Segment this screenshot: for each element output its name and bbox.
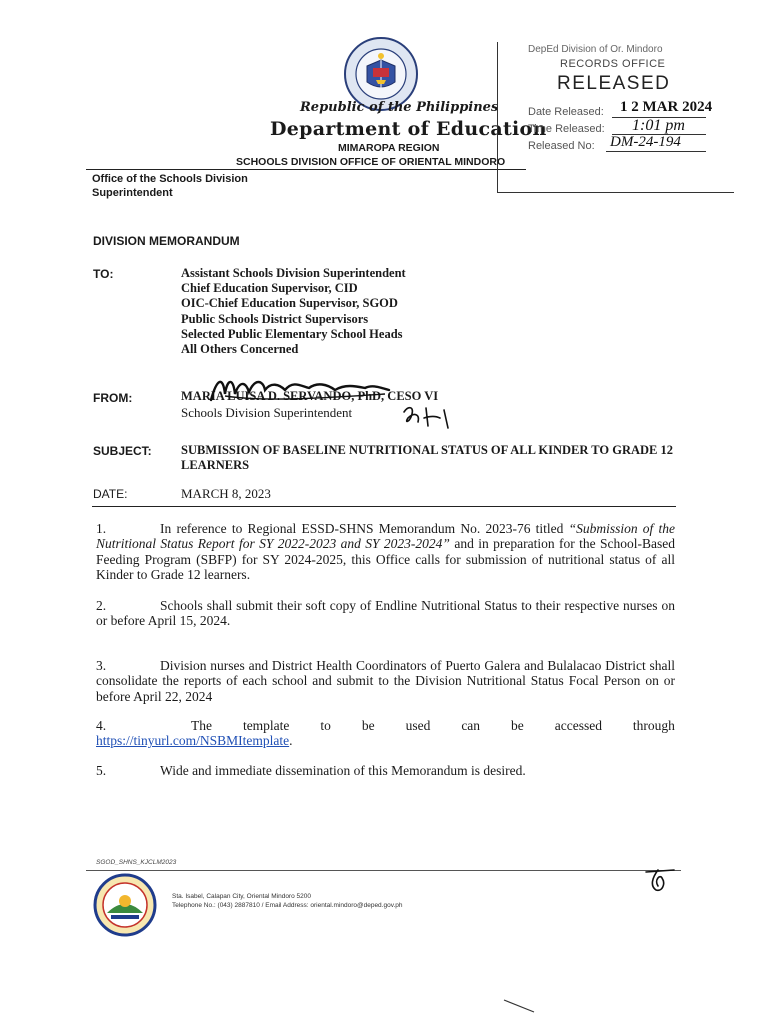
stamp-date-label: Date Released: [528,106,604,118]
paragraph-4-link-line [96,733,675,748]
paragraph-1-rest: and in preparation for the School-Based Feeding Program (SBFP) for SY 2024-2025, this Office calls for submission of nutritional status of all Kinder to Grade 12 learners. [96,536,676,583]
paragraph-3 [96,658,675,704]
paragraph-5-text: Wide and immediate dissemination of this Memorandum is desired. [160,763,526,778]
paragraph-number: 4. [96,718,107,733]
paragraph-5 [96,763,675,778]
memo-title: DIVISION MEMORANDUM [93,234,240,248]
paragraph-2 [96,598,675,629]
header-divider [86,169,526,170]
recipient: Assistant Schools Division Superintendent [181,266,406,280]
date-label: DATE: [93,487,128,501]
document-code: SGOD_SHNS_KJCLM2023 [96,859,177,866]
paragraph-4-word: be [361,718,375,733]
paragraph-number: 1. [96,521,107,536]
paragraph-number: 3. [96,658,107,673]
superintendent-signature [205,372,395,406]
recipient: Selected Public Elementary School Heads [181,326,403,341]
footer-initials [640,866,680,896]
paragraph-4-period: . [289,733,293,749]
to-recipients [181,266,406,357]
recipient: OIC-Chief Education Supervisor, SGOD [181,296,398,311]
stamp-no-label: Released No: [528,140,595,152]
stamp-no-underline [606,151,706,152]
region-heading: MIMAROPA REGION [338,142,440,154]
republic-heading: Republic of the Philippines [300,100,499,115]
stamp-time-value: 1:01 pm [632,117,685,134]
recipient: Public Schools District Supervisors [181,311,369,326]
paragraph-number: 2. [96,598,107,613]
stamp-date-value: 1 2 MAR 2024 [620,99,713,115]
sender-name: MARIA LUISA D. SERVANDO, PhD, CESO VI [181,389,439,403]
paragraph-4-word: used [405,718,431,733]
memo-subject: SUBMISSION OF BASELINE NUTRITIONAL STATUS OF ALL KINDER TO GRADE 12 LEARNERS [181,443,674,472]
stamp-no-value: DM-24-194 [610,134,681,150]
stamp-records-office: RECORDS OFFICE [560,58,666,70]
referenced-memo-title: “Submission of the Nutritional Status Report for SY 2022-2023 and SY 2023-2024” [96,521,675,552]
recipient: All Others Concerned [181,342,299,357]
paragraph-4-word: to [320,718,331,733]
department-heading: Department of Education [270,118,547,140]
issuing-office-line2: Superintendent [92,187,173,199]
paragraph-4-word: The [190,718,212,733]
footer-divider [86,870,681,871]
issuing-office-line1: Office of the Schools Division [92,173,248,185]
paragraph-4 [96,718,675,749]
paragraph-4-line [96,718,675,733]
paragraph-4-word: template [242,718,290,733]
division-logo [93,873,157,937]
stamp-time-label: Time Released: [528,123,605,135]
paragraph-1-intro: In reference to Regional ESSD-SHNS Memorandum No. 2023-76 titled [160,521,564,536]
footer-contact [172,893,403,910]
paragraph-number: 5. [96,763,107,778]
paragraph-4-word: accessed [554,718,602,733]
footer-phone-email: Telephone No.: (043) 2887810 / Email Address: oriental.mindoro@deped.gov.ph [172,901,403,909]
page-mark [500,996,540,1016]
initials-signature [400,404,460,430]
from-label: FROM: [93,391,133,405]
memo-date: MARCH 8, 2023 [181,486,271,501]
issuing-office [92,172,248,200]
template-link[interactable]: https://tinyurl.com/NSBMItemplate [96,733,290,749]
memo-header-divider [92,506,676,507]
sender-title: Schools Division Superintendent [181,405,353,420]
recipient: Chief Education Supervisor, CID [181,281,358,296]
paragraph-1 [96,521,675,583]
to-label: TO: [93,267,114,281]
stamp-released-label: RELEASED [557,73,671,94]
footer-address: Sta. Isabel, Calapan City, Oriental Mindoro 5200 [172,893,311,900]
subject-label: SUBJECT: [93,444,152,458]
stamp-top-line: DepEd Division of Or. Mindoro [528,44,663,55]
paragraph-4-word: can [461,718,481,733]
paragraph-3-text: Division nurses and District Health Coordinators of Puerto Galera and Bulalacao District shall consolidate the reports of each school and submit to the Division Nutritional Status Focal Person on or before April 22, 2024 [96,658,675,704]
paragraph-4-word: through [632,718,675,733]
paragraph-2-text: Schools shall submit their soft copy of Endline Nutritional Status to their respective nurses on or before April 15, 2024. [96,598,675,629]
paragraph-4-word: be [511,718,524,733]
division-office-heading: SCHOOLS DIVISION OFFICE OF ORIENTAL MINDORO [236,156,506,168]
